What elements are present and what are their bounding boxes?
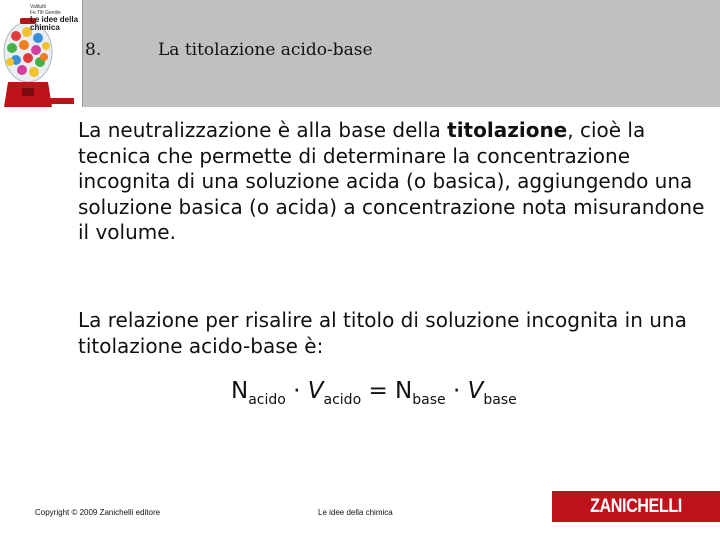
- paragraph-definition: La neutralizzazione è alla base della titolazione, cioè la tecnica che permette di determinare la concentrazione incognita di una soluzione acida (o basica), aggiungendo una soluzione basica (o acida) a concentrazione nota misurandone il volume.: [78, 118, 705, 245]
- paragraph-relation: La relazione per risalire al titolo di soluzione incognita in una titolazione acido-base è:: [78, 308, 687, 358]
- cover-title: Valitutti Fe Tifi Gentile Le idee della chimica: [30, 4, 79, 32]
- titration-formula: $N_{acido} \cdot V_{acido} = N_{base} \cdot V_{base}$: [231, 378, 517, 408]
- slide-number: 8.: [85, 40, 102, 60]
- book-cover-image: [0, 0, 83, 107]
- header-band: [0, 0, 720, 107]
- slide-title: La titolazione acido-base: [158, 40, 373, 60]
- copyright-text: Copyright © 2009 Zanichelli editore: [35, 508, 161, 517]
- zanichelli-logo: ZANICHELLI: [552, 491, 720, 522]
- bold-term: titolazione: [447, 118, 568, 142]
- book-title-footer: Le idee della chimica: [318, 508, 393, 517]
